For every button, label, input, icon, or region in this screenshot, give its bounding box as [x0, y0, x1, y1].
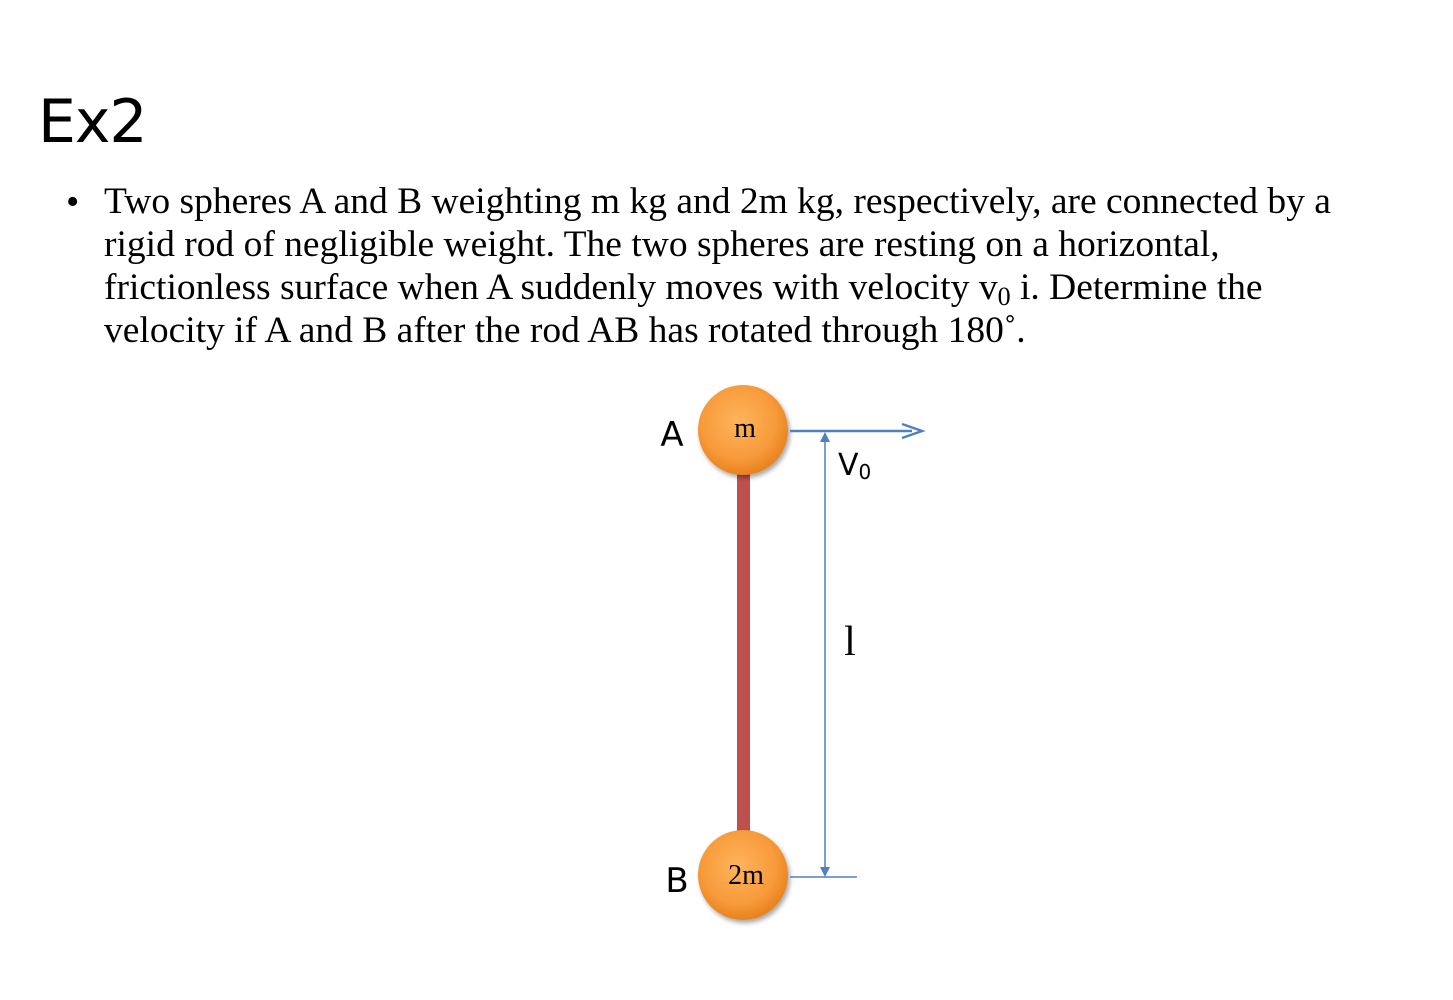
sphere-b-mass: 2m [728, 860, 764, 891]
velocity-label-v: V [838, 448, 859, 483]
dimension-arrow-bottom-icon [820, 867, 830, 877]
sphere-a-label: A [660, 415, 684, 455]
velocity-label [838, 448, 871, 484]
problem-line-2: rigid rod of negligible weight. The two spheres are resting on a horizontal, [104, 224, 1220, 265]
length-label: l [844, 619, 856, 665]
problem-line-1: Two spheres A and B weighting m kg and 2m kg, respectively, are connected by a [104, 181, 1331, 222]
sphere-b-label: B [665, 861, 689, 901]
dimension-arrow-top-icon [820, 432, 830, 442]
bullet-marker: • [66, 181, 80, 223]
velocity-label-sub: 0 [858, 460, 872, 484]
problem-line-3-end: i. Determine the [1010, 267, 1263, 308]
slide-title: Ex2 [38, 87, 147, 157]
problem-line-3-start: frictionless surface when A suddenly moves with velocity v [104, 267, 998, 308]
sphere-a-mass: m [734, 413, 756, 444]
velocity-subscript: 0 [997, 282, 1011, 311]
problem-line-4: velocity if A and B after the rod AB has rotated through 180˚. [104, 310, 1026, 351]
rigid-rod [737, 440, 750, 850]
